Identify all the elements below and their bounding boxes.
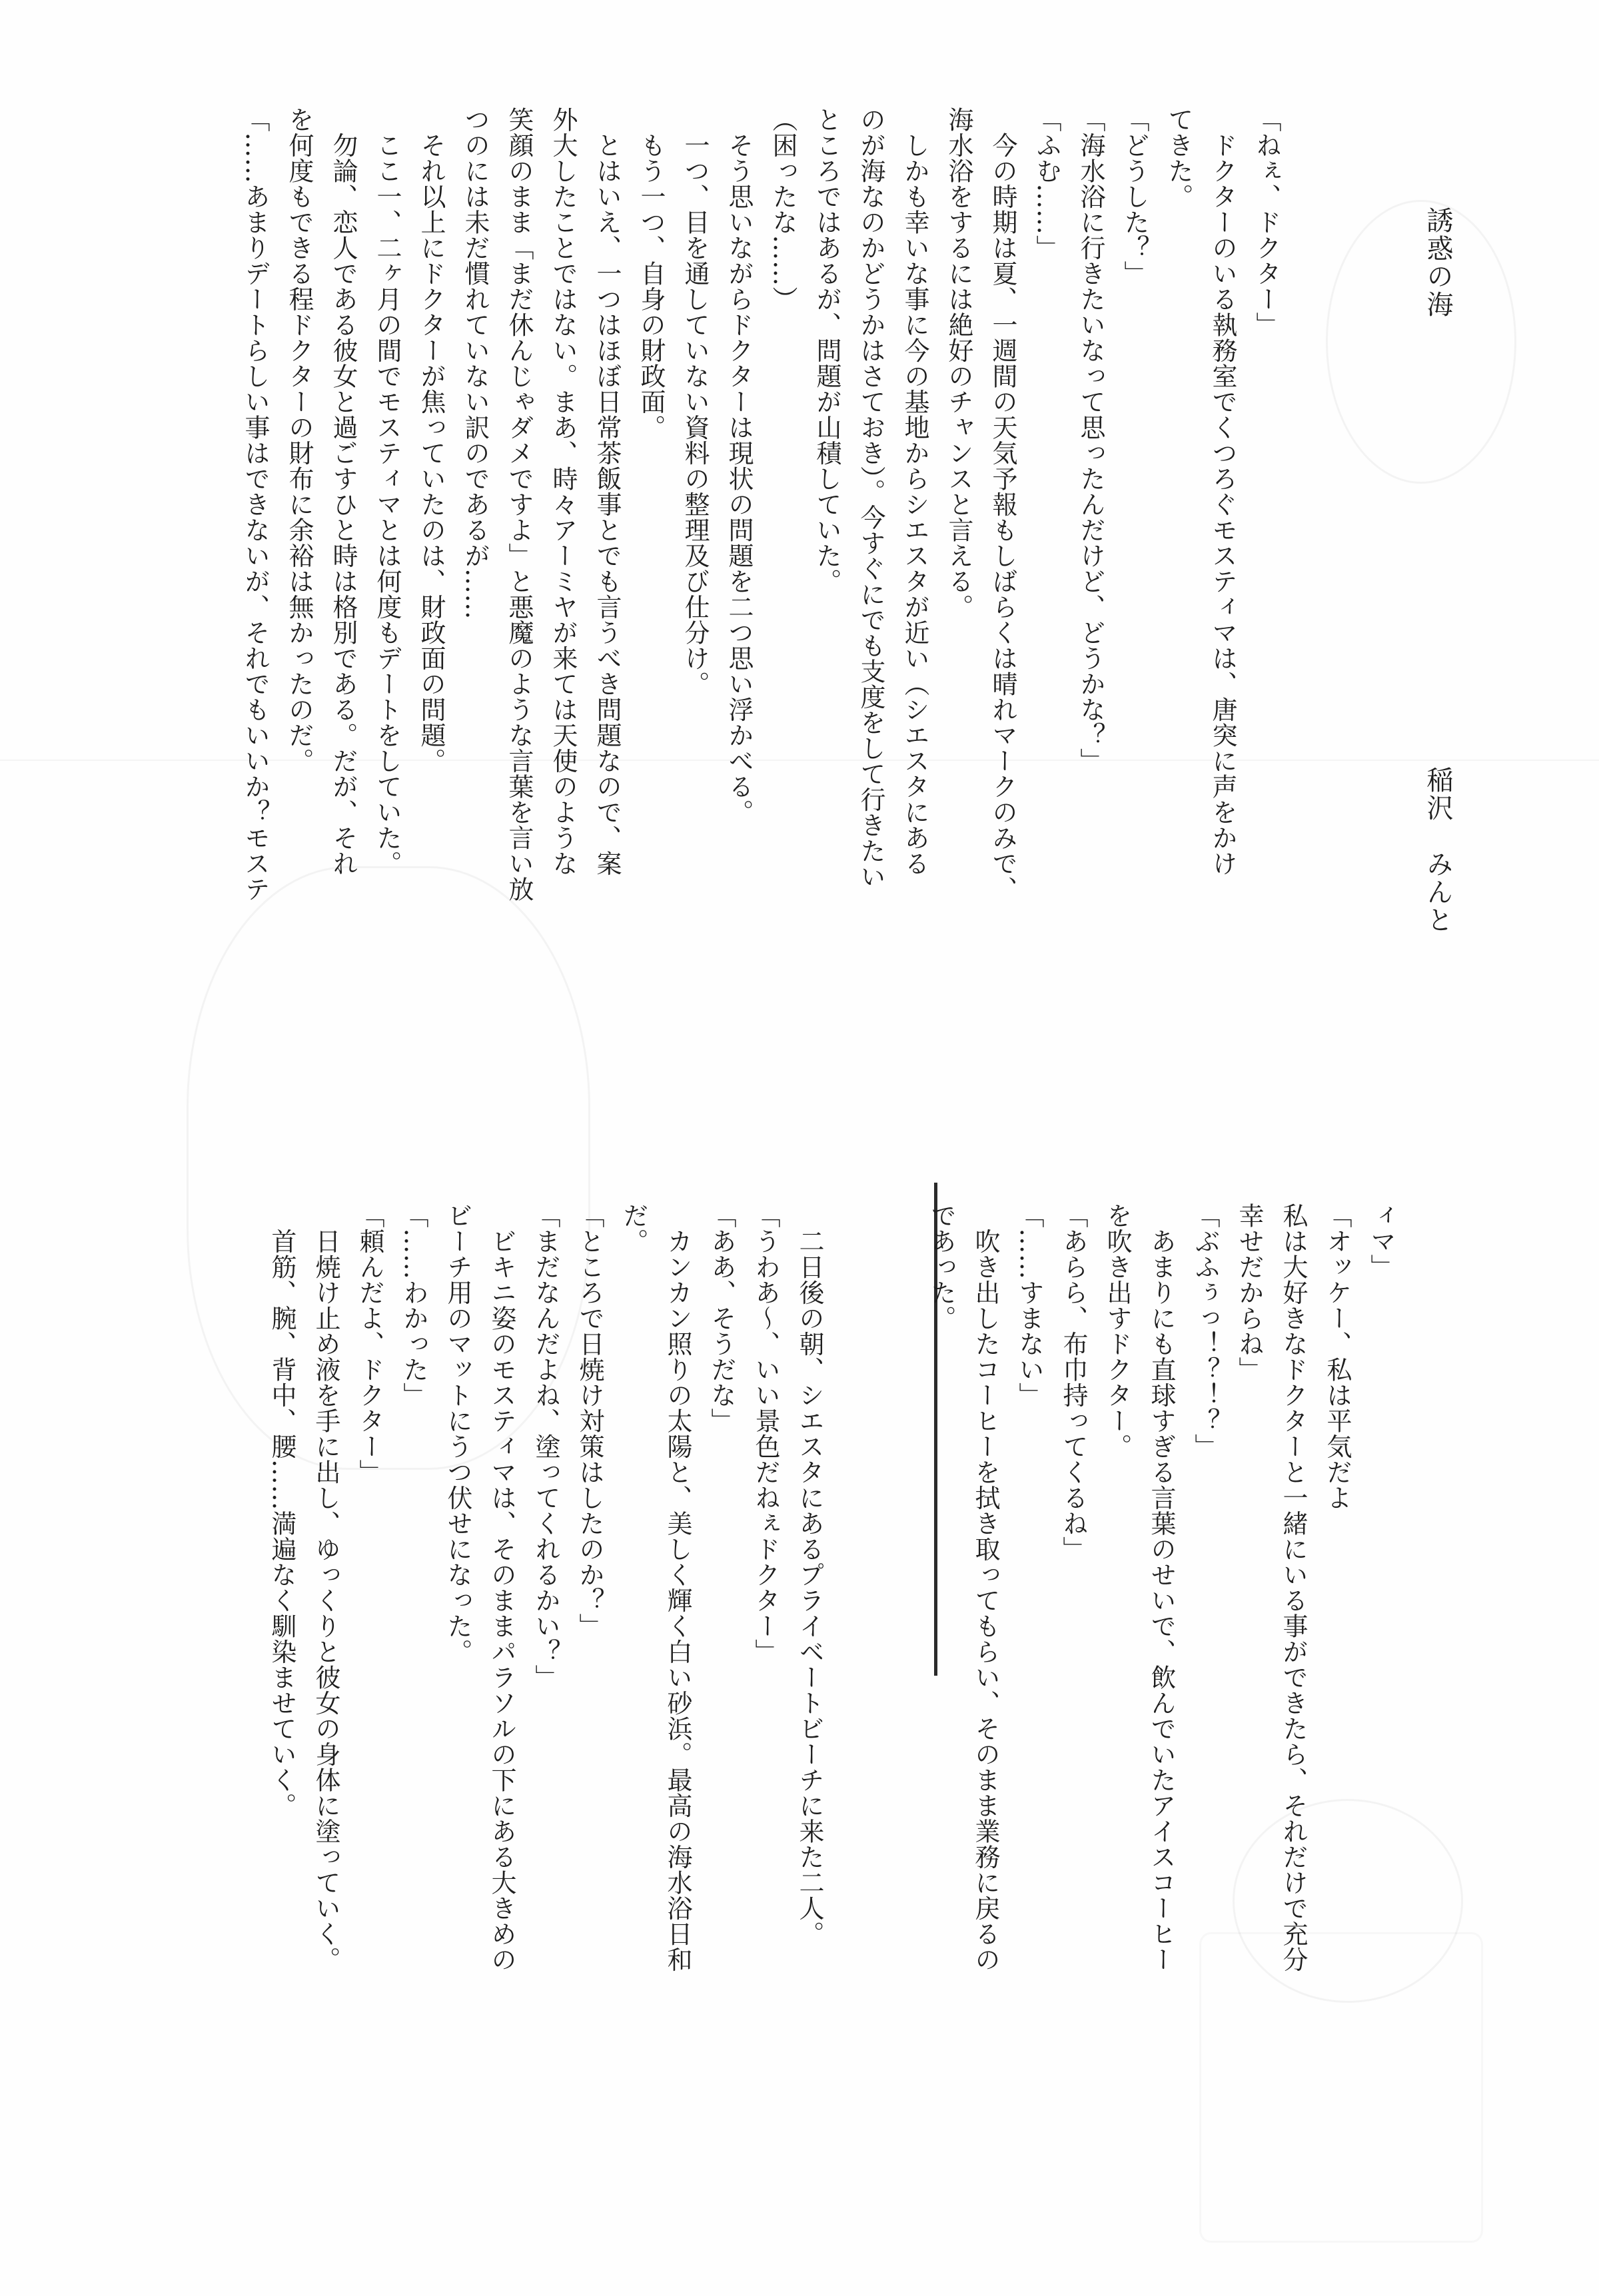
text-line: 「ああ、そうだな」 xyxy=(707,1203,736,1434)
story-author: 稲沢 みんと xyxy=(1422,766,1453,934)
text-line: 今の時期は夏、一週間の天気予報もしばらくは晴れマークのみで、 xyxy=(988,107,1017,902)
top-text-block xyxy=(233,107,1289,1159)
text-line: を吹き出すドクター。 xyxy=(1103,1203,1132,1459)
bottom-text-block xyxy=(260,1203,1403,2255)
text-line: ビーチ用のマットにうつ伏せになった。 xyxy=(443,1203,472,1664)
text-line: あまりにも直球すぎる言葉のせいで、飲んでいたアイスコーヒー xyxy=(1147,1203,1176,1972)
text-line: 私は大好きなドクターと一緒にいる事ができたら、それだけで充分 xyxy=(1279,1203,1308,1972)
text-line: 「海水浴に行きたいなって思ったんだけど、どうかな？」 xyxy=(1076,107,1105,774)
text-line: それ以上にドクターが焦っていたのは、財政面の問題。 xyxy=(416,107,446,774)
story-title: 誘惑の海 xyxy=(1422,207,1453,318)
text-line: だ。 xyxy=(619,1203,648,1254)
text-line: 勿論、恋人である彼女と過ごすひと時は格別である。だが、それ xyxy=(328,107,358,876)
text-line: 「……あまりデートらしい事はできないが、それでもいいか？モステ xyxy=(241,107,270,902)
text-line: 「ところで日焼け対策はしたのか？」 xyxy=(575,1203,604,1639)
text-line: 「うわあ～、いい景色だねぇドクター」 xyxy=(751,1203,780,1664)
text-line: 「まだなんだよね、塗ってくれるかい？」 xyxy=(531,1203,560,1690)
text-line: 吹き出したコーヒーを拭き取ってもらい、そのまま業務に戻るの xyxy=(971,1203,1000,1972)
text-line: つのには未だ慣れていない訳のであるが…… xyxy=(460,107,490,620)
text-line: のが海なのかどうかはさておき）。今すぐにでも支度をして行きたい xyxy=(856,107,885,889)
text-line: そう思いながらドクターは現状の問題を二つ思い浮かべる。 xyxy=(724,107,754,825)
text-line: 「頼んだよ、ドクター」 xyxy=(355,1203,384,1485)
text-line: 「……すまない」 xyxy=(1015,1203,1044,1408)
text-line: 「どうした？」 xyxy=(1120,107,1149,287)
text-line: 首筋、腕、背中、腰……満遍なく馴染ませていく。 xyxy=(267,1203,296,1818)
text-line: ここ一、二ヶ月の間でモスティマとは何度もデートをしていた。 xyxy=(372,107,402,876)
text-line xyxy=(831,1203,875,2255)
text-line: ビキニ姿のモスティマは、そのままパラソルの下にある大きめの xyxy=(487,1203,516,1972)
text-line: （困ったな……） xyxy=(768,107,798,312)
text-line: 笑顔のまま「まだ休んじゃダメですよ」と悪魔のような言葉を言い放 xyxy=(504,107,534,902)
text-line: 「……わかった」 xyxy=(399,1203,428,1408)
text-line: とはいえ、一つはほぼ日常茶飯事とでも言うべき問題なので、案 xyxy=(592,107,622,876)
text-line: 「ねぇ、ドクター」 xyxy=(1252,107,1281,338)
text-line: しかも幸いな事に今の基地からシエスタが近い（シエスタにある xyxy=(900,107,929,876)
text-line xyxy=(875,1203,919,2255)
text-line: ところではあるが、問題が山積していた。 xyxy=(812,107,841,594)
text-line: 「ぶふぅっ！？！？」 xyxy=(1191,1203,1220,1459)
text-line: 「あらら、布巾持ってくるね」 xyxy=(1059,1203,1088,1562)
text-line: もう一つ、自身の財政面。 xyxy=(636,107,666,440)
text-line: 「オッケー、私は平気だよ xyxy=(1323,1203,1352,1510)
text-line: を何度もできる程ドクターの財布に余裕は無かったのだ。 xyxy=(284,107,314,774)
text-line: 海水浴をするには絶好のチャンスと言える。 xyxy=(944,107,973,620)
text-line: 一つ、目を通していない資料の整理及び仕分け。 xyxy=(680,107,710,697)
text-line: 外大したことではない。まあ、時々アーミヤが来ては天使のような xyxy=(548,107,578,876)
text-line: ドクターのいる執務室でくつろぐモスティマは、唐突に声をかけ xyxy=(1208,107,1237,876)
text-line: 二日後の朝、シエスタにあるプライベートビーチに来た二人。 xyxy=(795,1203,824,1947)
text-line: カンカン照りの太陽と、美しく輝く白い砂浜。最高の海水浴日和 xyxy=(663,1203,692,1972)
text-line: てきた。 xyxy=(1164,107,1193,209)
text-line: 日焼け止め液を手に出し、ゆっくりと彼女の身体に塗っていく。 xyxy=(311,1203,340,1972)
text-line: ィマ」 xyxy=(1366,1203,1396,1280)
text-line: 「ふむ……」 xyxy=(1032,107,1061,261)
text-line: であった。 xyxy=(927,1203,956,1331)
text-line: 幸せだからね」 xyxy=(1235,1203,1264,1383)
